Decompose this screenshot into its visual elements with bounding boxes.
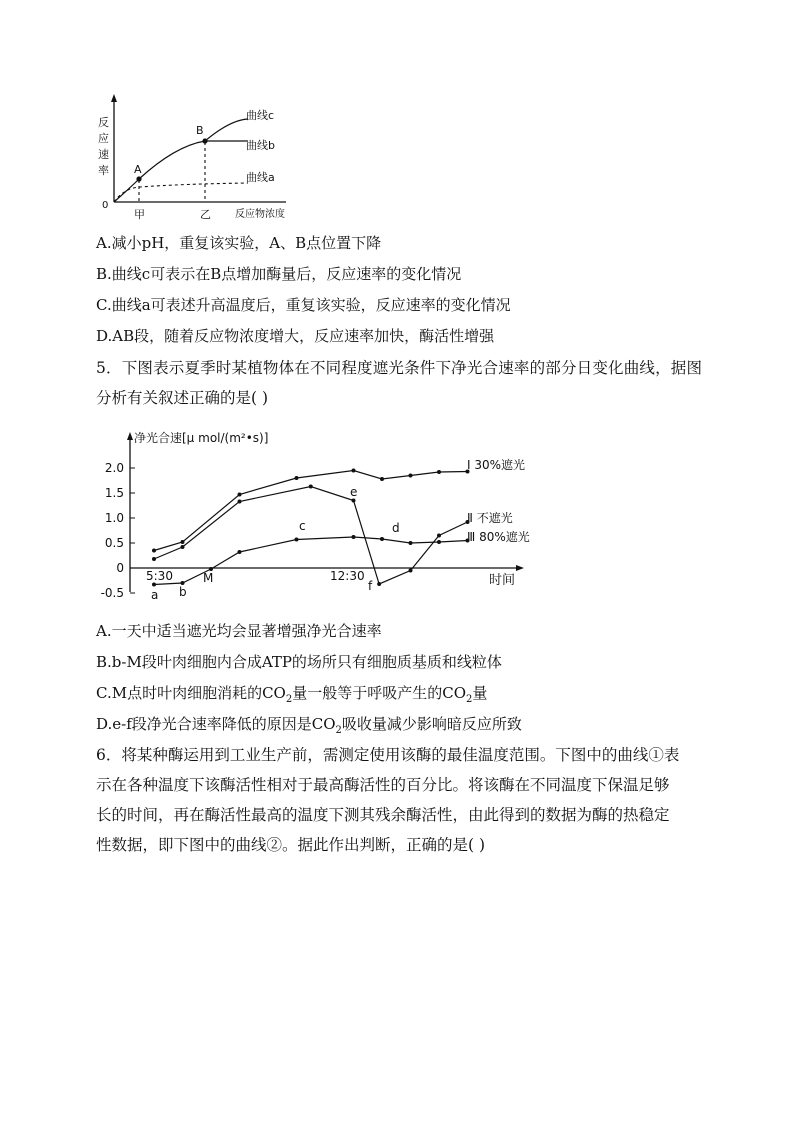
series-1-point <box>437 470 441 474</box>
series-3-point <box>437 540 441 544</box>
series-3-point <box>352 535 356 539</box>
curve-a-label: 曲线a <box>246 171 275 184</box>
curve-a <box>114 183 248 202</box>
q6-line: 性数据，即下图中的曲线②。据此作出判断，正确的是( ) <box>96 836 486 854</box>
series-2-point <box>437 534 441 538</box>
subscript-2: 2 <box>466 694 473 705</box>
point-d-label: d <box>392 521 400 535</box>
xtick-jia: 甲 <box>134 208 145 221</box>
series-line-3 <box>154 537 468 585</box>
series-3-point <box>380 537 384 541</box>
enzyme-rate-chart <box>90 92 290 224</box>
q5-option-a: A.一天中适当遮光均会显著增强净光合速率 <box>96 622 382 640</box>
point-b-label: B <box>196 124 204 137</box>
y-axis-label: 净光合速[μ mol/(m²•s)] <box>134 431 269 445</box>
q5-option-b: B.b-M段叶肉细胞内合成ATP的场所只有细胞质基质和线粒体 <box>96 653 502 671</box>
point-f-label: f <box>368 579 373 593</box>
xtick-1230: 12:30 <box>330 569 365 583</box>
ylabel-char: 应 <box>98 132 109 145</box>
q4-option-a: A.减小pH，重复该实验，A、B点位置下降 <box>96 234 382 252</box>
y-axis-arrow <box>127 432 133 440</box>
q5-option-c-text-2: 量一般等于呼吸产生的CO <box>292 684 467 702</box>
q5-option-c-text-3: 量 <box>472 684 488 702</box>
series-3-point <box>238 550 242 554</box>
x-axis-label: 时间 <box>489 573 516 588</box>
series-group <box>152 469 470 587</box>
y-tick-label: 0 <box>116 561 124 575</box>
y-tick-label: -0.5 <box>100 586 124 600</box>
ylabel-char: 率 <box>98 164 109 177</box>
series-1-point <box>152 549 156 553</box>
y-tick-label: 0.5 <box>104 536 124 550</box>
q5-option-d-text-1: D.e-f段净光合速率降低的原因是CO <box>96 715 336 733</box>
series-2-point <box>352 499 356 503</box>
q5-option-d <box>96 714 522 741</box>
q6-line: 长的时间，再在酶活性最高的温度下测其残余酶活性，由此得到的数据为酶的热稳定 <box>96 806 670 824</box>
series-3-point <box>295 538 299 542</box>
y-tick-label: 1.0 <box>104 511 124 525</box>
series-3-label: Ⅲ 80%遮光 <box>467 530 530 544</box>
q4-option-d: D.AB段，随着反应物浓度增大，反应速率加快，酶活性增强 <box>96 327 495 345</box>
q5-option-c-text-1: C.M点时叶肉细胞消耗的CO <box>96 684 286 702</box>
point-c-label: c <box>299 519 306 533</box>
series-2-point <box>377 582 381 586</box>
series-1-point <box>409 474 413 478</box>
xtick-yi: 乙 <box>200 208 211 221</box>
series-1-point <box>181 540 185 544</box>
curve-b-label: 曲线b <box>246 139 275 152</box>
x-axis-arrow <box>516 565 524 571</box>
y-axis-arrow <box>111 94 117 102</box>
x-axis-label: 反应物浓度 <box>235 209 285 220</box>
series-1-point <box>295 476 299 480</box>
q5-stem: 5．下图表示夏季时某植物体在不同程度遮光条件下净光合速率的部分日变化曲线，据图分析有关叙述正确的是( ) <box>96 359 702 407</box>
point-a-label: a <box>151 588 159 602</box>
series-1-point <box>352 469 356 473</box>
y-tick-label: 1.5 <box>104 486 124 500</box>
ylabel-char: 速 <box>98 148 109 161</box>
series-1-point <box>238 493 242 497</box>
point-b <box>202 138 207 143</box>
q4-option-c: C.曲线a可表述升高温度后，重复该实验，反应速率的变化情况 <box>96 296 511 314</box>
series-2-point <box>409 569 413 573</box>
origin-label: 0 <box>102 200 109 211</box>
q4-option-b: B.曲线c可表示在B点增加酶量后，反应速率的变化情况 <box>96 265 462 283</box>
subscript-2: 2 <box>285 694 293 705</box>
series-1-point <box>380 477 384 481</box>
y-tick-label: 2.0 <box>104 461 124 475</box>
series-2-point <box>309 485 313 489</box>
point-a-label: A <box>134 163 142 176</box>
point-m-label: M <box>203 571 214 585</box>
point-b-label: b <box>179 585 187 599</box>
series-2-label: Ⅱ 不遮光 <box>467 511 513 525</box>
q6-line: 6．将某种酶运用到工业生产前，需测定使用该酶的最佳温度范围。下图中的曲线①表 <box>96 746 680 764</box>
curve-c <box>114 119 248 202</box>
point-a <box>136 176 141 181</box>
series-2-point <box>152 557 156 561</box>
point-e-label: e <box>350 485 358 499</box>
q5-option-c <box>96 683 487 710</box>
q6-line: 示在各种温度下该酶活性相对于最高酶活性的百分比。将该酶在不同温度下保温足够 <box>96 776 670 794</box>
series-3-point <box>152 583 156 587</box>
ylabel-char: 反 <box>98 116 109 129</box>
series-2-point <box>238 500 242 504</box>
series-1-label: Ⅰ 30%遮光 <box>467 458 526 472</box>
xtick-530: 5:30 <box>146 569 173 583</box>
subscript-2: 2 <box>335 725 342 736</box>
q5-option-d-text-2: 吸收量减少影响暗反应所致 <box>341 715 522 733</box>
net-photosynthesis-chart <box>96 424 536 604</box>
series-2-point <box>181 545 185 549</box>
series-3-point <box>409 541 413 545</box>
series-line-2 <box>154 487 468 585</box>
curve-c-label: 曲线c <box>246 109 275 122</box>
